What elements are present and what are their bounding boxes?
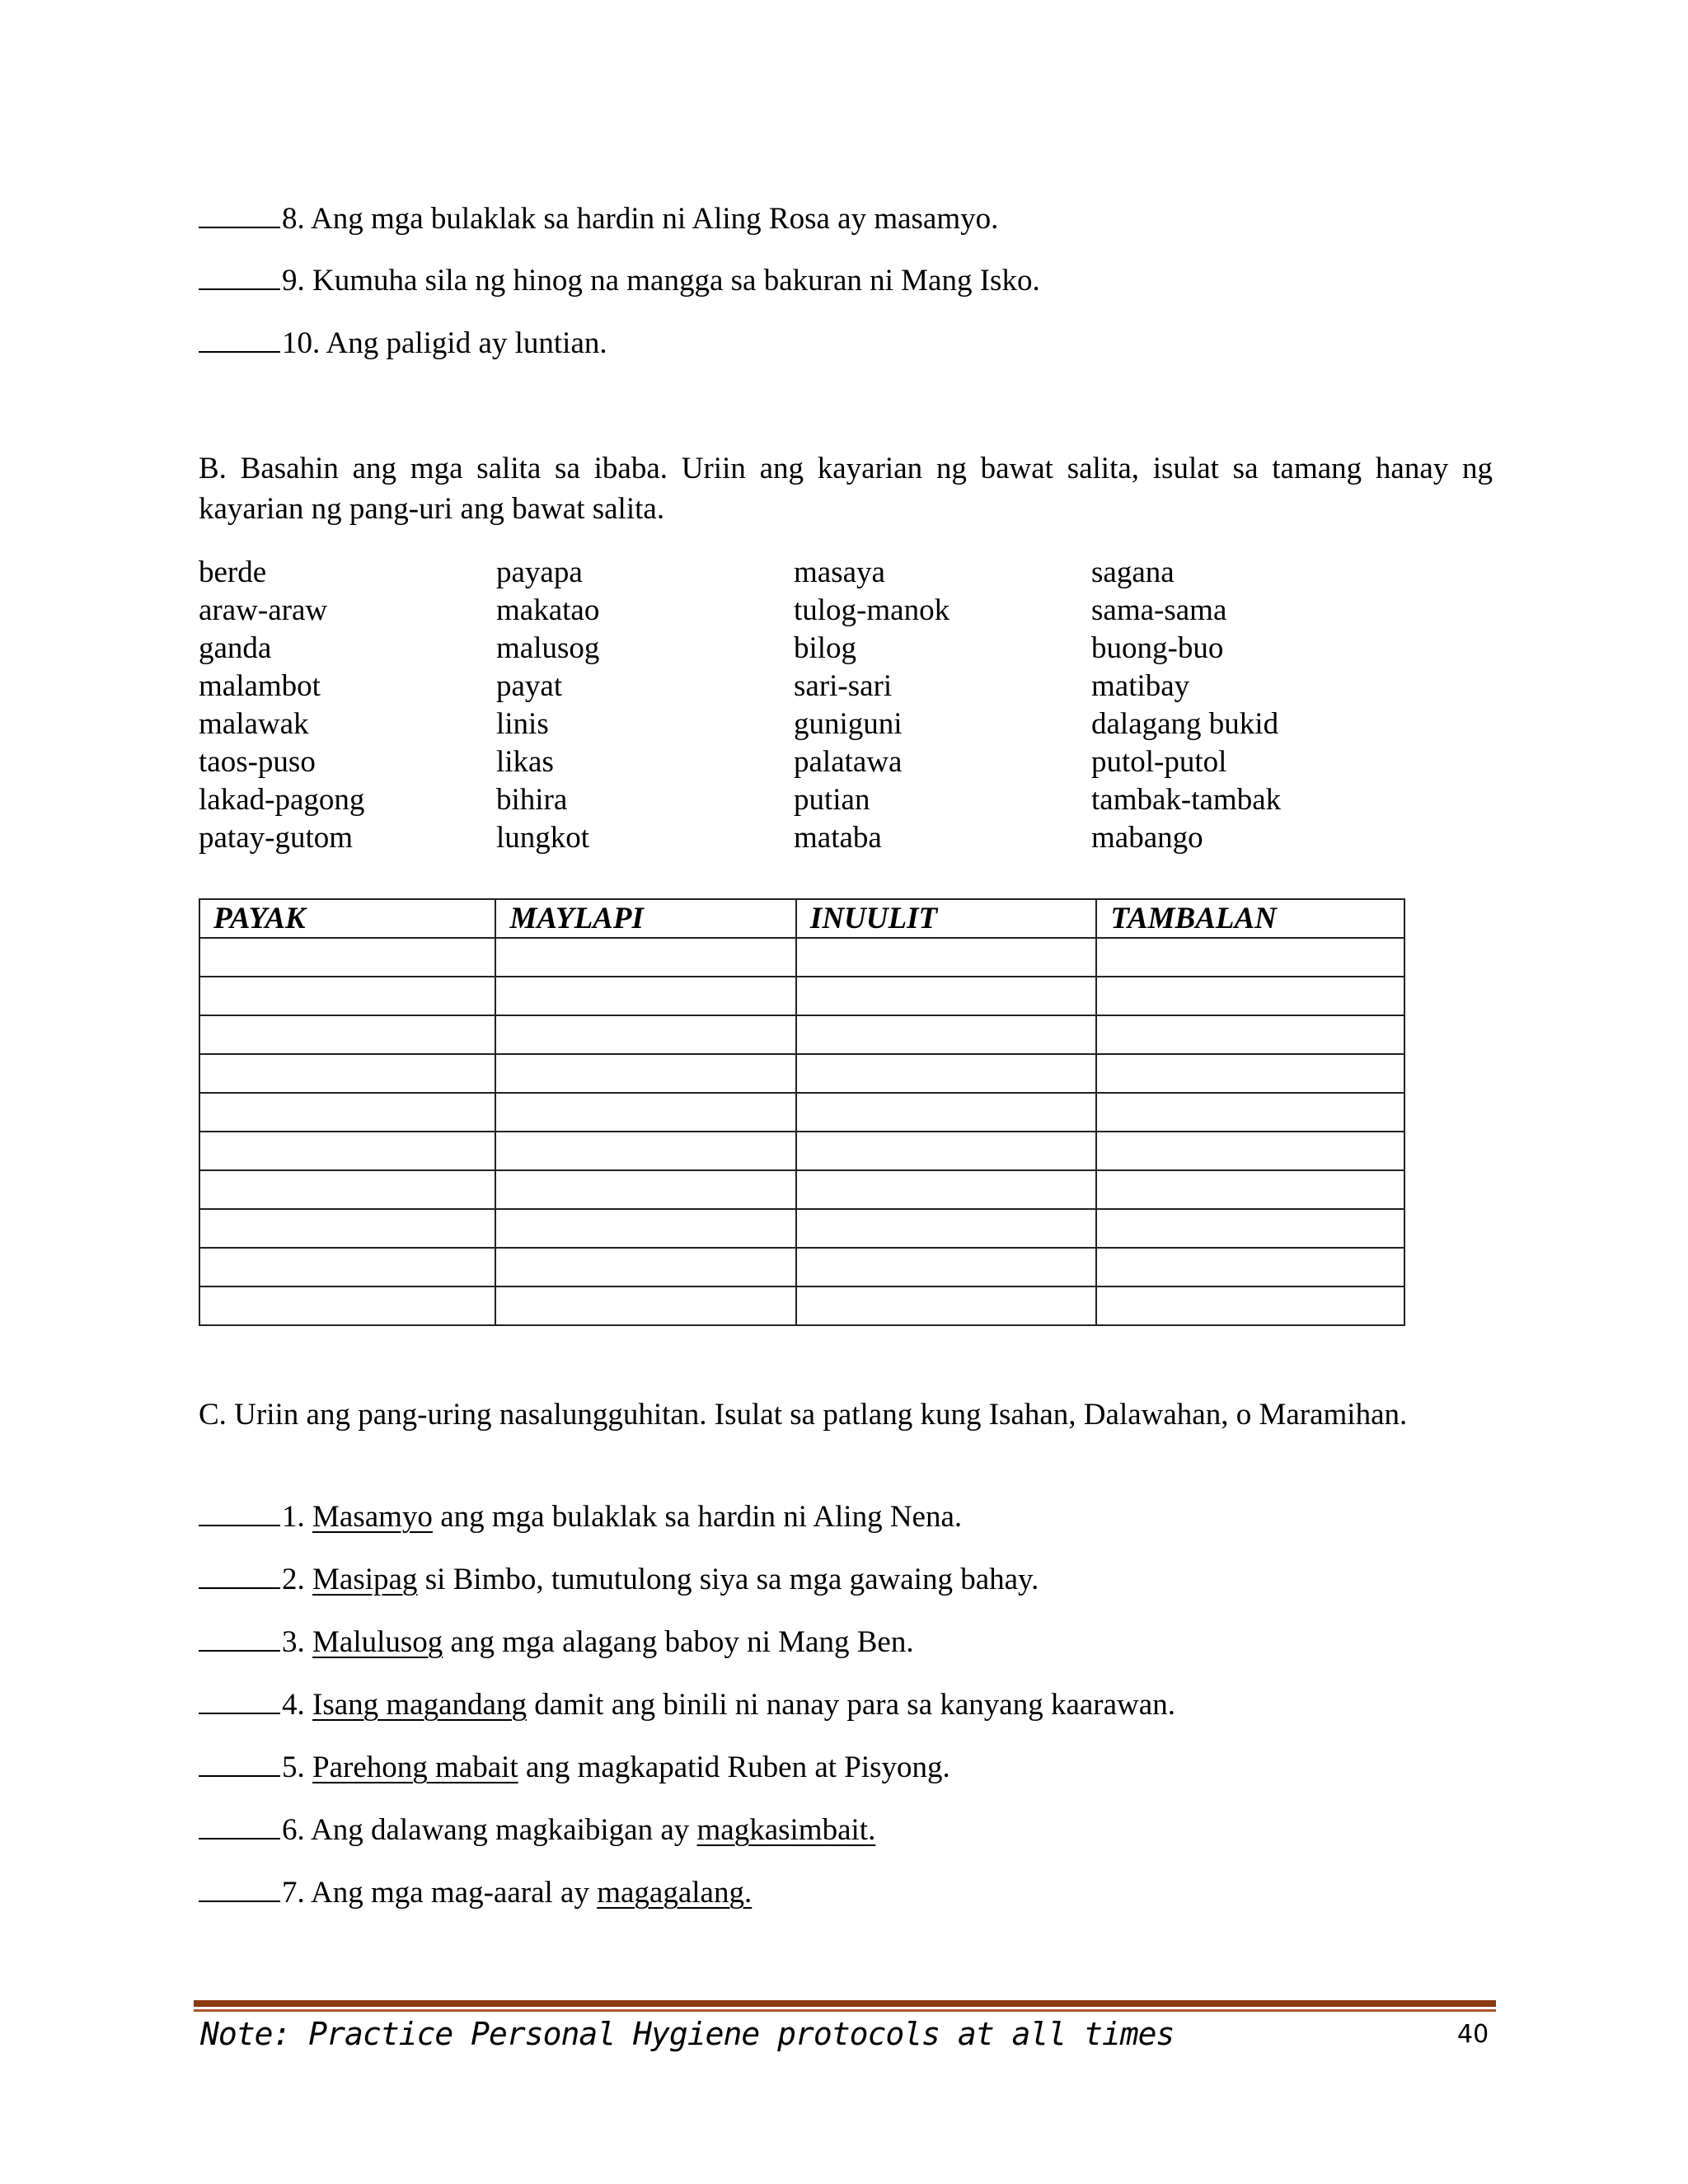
answer-blank[interactable]	[199, 326, 280, 353]
table-cell[interactable]	[796, 1093, 1096, 1132]
header-tambalan: TAMBALAN	[1096, 899, 1404, 938]
table-row	[199, 1093, 1404, 1132]
table-cell[interactable]	[199, 1170, 495, 1209]
table-row	[199, 1286, 1404, 1325]
item-c-4	[199, 1686, 1175, 1724]
table-row	[199, 1248, 1404, 1286]
answer-blank[interactable]	[199, 1625, 280, 1652]
answer-blank[interactable]	[199, 1688, 280, 1714]
table-cell[interactable]	[1096, 1054, 1404, 1093]
table-row	[199, 938, 1404, 977]
item-c-2	[199, 1561, 1039, 1599]
table-cell[interactable]	[1096, 1170, 1404, 1209]
item-text-post: damit ang binili ni nanay para sa kanyang kaarawan.	[526, 1688, 1175, 1722]
answer-blank[interactable]	[199, 1500, 280, 1526]
word-item: buong-buo	[1091, 631, 1224, 665]
answer-blank[interactable]	[199, 202, 280, 228]
underlined-adjective: Masamyo	[312, 1500, 433, 1534]
table-cell[interactable]	[495, 1054, 795, 1093]
item-a-8: 8. Ang mga bulaklak sa hardin ni Aling Rosa ay masamyo.	[199, 200, 998, 238]
table-cell[interactable]	[796, 1248, 1096, 1286]
item-text-pre: Ang dalawang magkaibigan ay	[310, 1813, 697, 1847]
item-text-post: ang magkapatid Ruben at Pisyong.	[518, 1750, 950, 1784]
item-c-6	[199, 1811, 875, 1849]
table-cell[interactable]	[495, 1286, 795, 1325]
word-item: sari-sari	[794, 669, 893, 703]
answer-blank[interactable]	[199, 264, 280, 290]
item-c-1	[199, 1498, 962, 1536]
table-cell[interactable]	[796, 1170, 1096, 1209]
table-cell[interactable]	[1096, 1015, 1404, 1054]
item-text-num: 2.	[282, 1563, 312, 1596]
table-row	[199, 1015, 1404, 1054]
item-text-num: 6.	[282, 1813, 311, 1847]
word-list	[199, 554, 1386, 857]
table-cell[interactable]	[199, 1286, 495, 1325]
table-row	[199, 1170, 1404, 1209]
word-item: matibay	[1091, 669, 1190, 703]
word-item: patay-gutom	[199, 821, 354, 855]
word-item: dalagang bukid	[1091, 707, 1279, 741]
item-a-9: 9. Kumuha sila ng hinog na mangga sa bakuran ni Mang Isko.	[199, 262, 1040, 300]
header-payak: PAYAK	[199, 899, 495, 938]
classification-table	[199, 898, 1405, 1326]
item-a-10: 10. Ang paligid ay luntian.	[199, 325, 607, 363]
table-header-row	[199, 899, 1404, 938]
word-item: mabango	[1091, 821, 1203, 855]
word-item: mataba	[794, 821, 882, 855]
word-item: payat	[496, 669, 563, 703]
table-cell[interactable]	[495, 1093, 795, 1132]
table-cell[interactable]	[1096, 1248, 1404, 1286]
item-text-num: 3.	[282, 1625, 312, 1659]
item-text-pre: Ang mga mag-aaral ay	[310, 1876, 598, 1910]
word-item: lakad-pagong	[199, 783, 365, 817]
footer-rule	[194, 2000, 1496, 2007]
table-cell[interactable]	[199, 1132, 495, 1170]
item-text-num: 5.	[282, 1750, 312, 1784]
underlined-adjective: Parehong mabait	[312, 1750, 518, 1784]
table-cell[interactable]	[495, 977, 795, 1015]
word-item: bihira	[496, 783, 568, 817]
word-item: likas	[496, 745, 554, 779]
table-cell[interactable]	[199, 1209, 495, 1248]
answer-blank[interactable]	[199, 1813, 280, 1840]
word-item: palatawa	[794, 745, 903, 779]
item-text-post: ang mga alagang baboy ni Mang Ben.	[443, 1625, 914, 1659]
table-row	[199, 1209, 1404, 1248]
word-item: payapa	[496, 555, 583, 589]
table-cell[interactable]	[495, 1248, 795, 1286]
word-item: berde	[199, 555, 267, 589]
word-item: masaya	[794, 555, 885, 589]
answer-blank[interactable]	[199, 1563, 280, 1589]
table-cell[interactable]	[199, 1015, 495, 1054]
section-b-instruction: B. Basahin ang mga salita sa ibaba. Uriin ang kayarian ng bawat salita, isulat sa tamang hanay ng kayarian ng pang-uri ang bawat salita.	[199, 452, 1493, 526]
table-cell[interactable]	[796, 1286, 1096, 1325]
word-item: guniguni	[794, 707, 903, 741]
item-c-5	[199, 1749, 950, 1787]
word-item: malusog	[496, 631, 600, 665]
table-row	[199, 1054, 1404, 1093]
table-cell[interactable]	[1096, 1286, 1404, 1325]
word-item: ganda	[199, 631, 272, 665]
answer-blank[interactable]	[199, 1876, 280, 1902]
item-text-num: 4.	[282, 1688, 312, 1722]
table-cell[interactable]	[495, 938, 795, 977]
underlined-adjective: Malulusog	[312, 1625, 443, 1659]
table-cell[interactable]	[1096, 938, 1404, 977]
word-item: lungkot	[496, 821, 590, 855]
table-cell[interactable]	[796, 938, 1096, 977]
header-inuulit: INUULIT	[796, 899, 1096, 938]
table-cell[interactable]	[495, 1015, 795, 1054]
table-cell[interactable]	[1096, 1132, 1404, 1170]
word-item: putol-putol	[1091, 745, 1227, 779]
word-item: araw-araw	[199, 593, 328, 627]
item-c-7	[199, 1874, 752, 1912]
table-cell[interactable]	[199, 1248, 495, 1286]
table-row	[199, 1132, 1404, 1170]
word-item: tulog-manok	[794, 593, 950, 627]
item-text-num: 1.	[282, 1500, 312, 1534]
word-item: makatao	[496, 593, 600, 627]
word-item: bilog	[794, 631, 857, 665]
item-text-post: ang mga bulaklak sa hardin ni Aling Nena.	[432, 1500, 963, 1534]
word-item: sagana	[1091, 555, 1175, 589]
table-cell[interactable]	[199, 1093, 495, 1132]
underlined-adjective: magagalang.	[597, 1876, 753, 1910]
table-cell[interactable]	[796, 977, 1096, 1015]
table-row	[199, 977, 1404, 1015]
table-cell[interactable]	[1096, 977, 1404, 1015]
underlined-adjective: Isang magandang	[312, 1688, 527, 1722]
table-cell[interactable]	[199, 938, 495, 977]
item-text-post: si Bimbo, tumutulong siya sa mga gawaing bahay.	[417, 1563, 1039, 1596]
footer-note: Note: Practice Personal Hygiene protocols at all times	[200, 2016, 1175, 2052]
table-cell[interactable]	[1096, 1209, 1404, 1248]
table-cell[interactable]	[796, 1132, 1096, 1170]
word-item: taos-puso	[199, 745, 316, 779]
underlined-adjective: Masipag	[312, 1563, 418, 1596]
table-cell[interactable]	[1096, 1093, 1404, 1132]
word-item: malawak	[199, 707, 309, 741]
word-item: putian	[794, 783, 870, 817]
table-cell[interactable]	[495, 1170, 795, 1209]
table-cell[interactable]	[796, 1209, 1096, 1248]
page-number: 40	[1457, 2020, 1489, 2049]
table-cell[interactable]	[199, 1054, 495, 1093]
item-c-3	[199, 1624, 914, 1661]
answer-blank[interactable]	[199, 1750, 280, 1777]
table-cell[interactable]	[796, 1015, 1096, 1054]
word-item: sama-sama	[1091, 593, 1227, 627]
word-item: malambot	[199, 669, 321, 703]
header-maylapi: MAYLAPI	[495, 899, 795, 938]
table-cell[interactable]	[495, 1209, 795, 1248]
item-text-num: 7.	[282, 1876, 311, 1910]
table-cell[interactable]	[796, 1054, 1096, 1093]
table-cell[interactable]	[199, 977, 495, 1015]
word-item: linis	[496, 707, 549, 741]
underlined-adjective: magkasimbait.	[696, 1813, 876, 1847]
table-cell[interactable]	[495, 1132, 795, 1170]
word-item: tambak-tambak	[1091, 783, 1282, 817]
section-c-instruction: C. Uriin ang pang-uring nasalungguhitan. Isulat sa patlang kung Isahan, Dalawahan, o Maramihan.	[199, 1398, 1408, 1432]
